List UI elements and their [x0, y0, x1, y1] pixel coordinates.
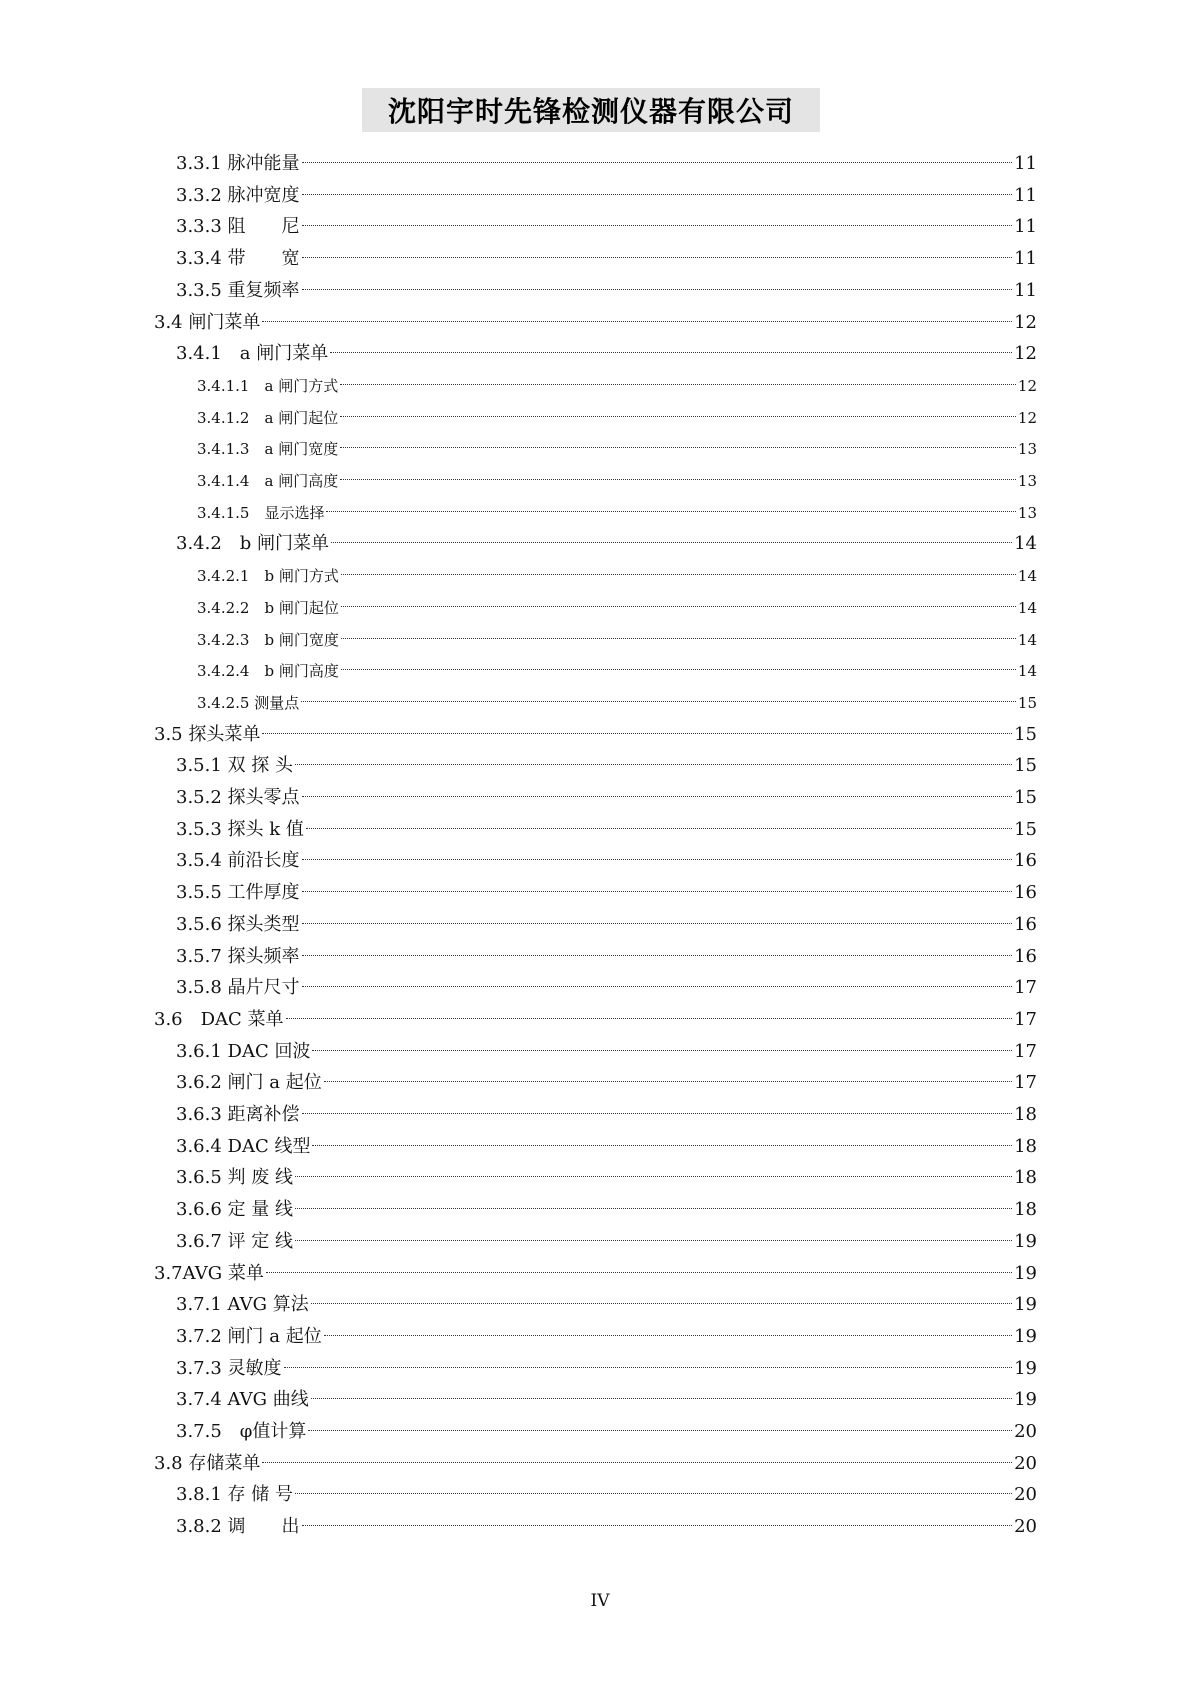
toc-dot-leader	[302, 955, 1013, 956]
toc-entry[interactable]	[176, 1067, 1037, 1099]
toc-entry-title: 3.8.2 调 出	[176, 1516, 300, 1538]
toc-entry[interactable]	[176, 1131, 1037, 1163]
toc-entry-page: 13	[1017, 472, 1037, 490]
toc-entry-page: 14	[1014, 533, 1037, 555]
toc-dot-leader	[302, 257, 1013, 258]
toc-entry-title: 3.4.2.5 测量点	[197, 693, 300, 712]
toc-entry-page: 19	[1014, 1230, 1037, 1252]
toc-entry[interactable]	[176, 180, 1037, 212]
toc-dot-leader	[306, 828, 1012, 829]
toc-dot-leader	[295, 1176, 1012, 1177]
toc-dot-leader	[330, 352, 1012, 353]
toc-entry-page: 17	[1014, 1072, 1037, 1094]
toc-entry[interactable]	[197, 433, 1037, 465]
toc-entry[interactable]	[154, 307, 1037, 339]
toc-entry-page: 14	[1017, 598, 1037, 617]
toc-entry-page: 11	[1014, 279, 1037, 301]
toc-entry-title: 3.4.2.2 b 闸门起位	[197, 598, 339, 617]
toc-entry-page: 19	[1014, 1262, 1037, 1284]
toc-entry-page: 13	[1017, 503, 1037, 522]
toc-dot-leader	[341, 669, 1016, 670]
toc-dot-leader	[302, 891, 1013, 892]
toc-entry[interactable]	[154, 1258, 1037, 1290]
toc-entry-page: 12	[1017, 408, 1037, 427]
toc-entry[interactable]	[176, 1226, 1037, 1258]
toc-entry-title: 3.7.1 AVG 算法	[176, 1294, 309, 1316]
toc-dot-leader	[341, 574, 1016, 575]
toc-entry-title: 3.6.1 DAC 回波	[176, 1040, 311, 1062]
toc-entry-page: 14	[1017, 567, 1037, 586]
toc-entry[interactable]	[197, 560, 1037, 592]
toc-entry-page: 11	[1014, 153, 1037, 174]
toc-entry[interactable]	[176, 1416, 1037, 1448]
toc-entry-title: 3.6.3 距离补偿	[176, 1104, 300, 1125]
toc-entry-page: 16	[1014, 913, 1037, 935]
toc-dot-leader	[295, 1240, 1012, 1241]
toc-entry-page: 11	[1014, 184, 1037, 206]
toc-entry-title: 3.5.2 探头零点	[176, 787, 300, 808]
toc-entry[interactable]	[176, 211, 1037, 243]
toc-entry-title: 3.4.2 b 闸门菜单	[176, 533, 330, 555]
toc-entry-title: 3.4.1.3 a 闸门宽度	[197, 440, 339, 459]
toc-dot-leader	[262, 321, 1012, 322]
toc-entry-page: 14	[1017, 662, 1037, 681]
toc-entry-page: 20	[1014, 1452, 1037, 1474]
company-name: 沈阳宇时先锋检测仪器有限公司	[387, 95, 794, 128]
toc-entry-title: 3.7AVG 菜单	[154, 1262, 264, 1284]
toc-dot-leader	[308, 1430, 1012, 1431]
toc-entry-page: 17	[1014, 1008, 1037, 1030]
toc-dot-leader	[302, 194, 1013, 195]
toc-entry-page: 18	[1014, 1167, 1037, 1189]
toc-dot-leader	[341, 638, 1016, 639]
toc-entry-page: 20	[1014, 1421, 1037, 1442]
toc-entry-page: 16	[1014, 850, 1037, 872]
toc-entry-title: 3.4.1.4 a 闸门高度	[197, 472, 339, 490]
toc-dot-leader	[284, 1367, 1013, 1368]
toc-entry-title: 3.6 DAC 菜单	[154, 1008, 284, 1030]
toc-entry-title: 3.5.5 工件厚度	[176, 882, 300, 904]
toc-dot-leader	[302, 986, 1013, 987]
toc-entry[interactable]	[176, 243, 1037, 275]
toc-entry-title: 3.4.2.1 b 闸门方式	[197, 567, 339, 586]
toc-dot-leader	[324, 1335, 1012, 1336]
toc-entry-title: 3.7.3 灵敏度	[176, 1357, 282, 1379]
toc-entry-title: 3.5.7 探头频率	[176, 945, 300, 967]
toc-entry-page: 18	[1014, 1199, 1037, 1221]
toc-entry[interactable]	[197, 402, 1037, 434]
toc-dot-leader	[311, 1303, 1012, 1304]
toc-entry[interactable]	[176, 1289, 1037, 1321]
toc-entry-page: 16	[1014, 882, 1037, 904]
toc-dot-leader	[302, 796, 1013, 797]
toc-dot-leader	[326, 511, 1015, 512]
toc-dot-leader	[286, 1018, 1013, 1019]
toc-entry-title: 3.3.2 脉冲宽度	[176, 184, 300, 206]
toc-entry[interactable]	[176, 972, 1037, 1004]
toc-entry-title: 3.4 闸门菜单	[154, 311, 261, 333]
toc-entry[interactable]	[176, 877, 1037, 909]
toc-entry-page: 15	[1017, 693, 1037, 712]
toc-dot-leader	[340, 447, 1016, 448]
toc-entry-title: 3.7.5 φ值计算	[176, 1421, 307, 1442]
toc-entry-page: 16	[1014, 945, 1037, 967]
toc-entry[interactable]	[197, 592, 1037, 624]
toc-entry[interactable]	[197, 497, 1037, 529]
toc-entry[interactable]	[176, 1036, 1037, 1068]
toc-entry-title: 3.3.5 重复频率	[176, 279, 300, 301]
toc-entry-page: 11	[1014, 248, 1037, 270]
toc-entry-page: 15	[1014, 818, 1037, 840]
toc-entry[interactable]	[176, 909, 1037, 941]
toc-dot-leader	[302, 859, 1013, 860]
toc-entry-title: 3.5 探头菜单	[154, 723, 261, 745]
toc-dot-leader	[295, 1208, 1012, 1209]
toc-entry-page: 11	[1014, 216, 1037, 238]
toc-entry[interactable]	[176, 782, 1037, 814]
toc-entry[interactable]	[197, 465, 1037, 497]
toc-entry[interactable]	[154, 1004, 1037, 1036]
toc-dot-leader	[324, 1081, 1012, 1082]
toc-entry[interactable]	[176, 1162, 1037, 1194]
toc-entry[interactable]	[176, 528, 1037, 560]
toc-entry-title: 3.4.2.4 b 闸门高度	[197, 662, 339, 681]
toc-entry[interactable]	[176, 1099, 1037, 1131]
page-number: IV	[590, 1591, 610, 1611]
toc-dot-leader	[340, 416, 1016, 417]
toc-entry-page: 19	[1014, 1294, 1037, 1316]
toc-entry-page: 17	[1014, 1040, 1037, 1062]
toc-entry-title: 3.4.1.1 a 闸门方式	[197, 376, 339, 395]
toc-entry-title: 3.6.6 定 量 线	[176, 1199, 293, 1221]
toc-dot-leader	[312, 1145, 1012, 1146]
toc-entry-title: 3.5.1 双 探 头	[176, 755, 293, 777]
toc-entry-page: 18	[1014, 1135, 1037, 1157]
toc-entry-title: 3.6.5 判 废 线	[176, 1167, 293, 1189]
toc-entry-title: 3.6.7 评 定 线	[176, 1230, 293, 1252]
toc-dot-leader	[312, 1050, 1012, 1051]
toc-entry[interactable]	[197, 655, 1037, 687]
toc-entry-title: 3.4.1 a 闸门菜单	[176, 343, 329, 365]
toc-entry[interactable]	[176, 1321, 1037, 1353]
toc-dot-leader	[262, 1462, 1012, 1463]
toc-entry-page: 15	[1014, 755, 1037, 777]
toc-entry[interactable]	[176, 338, 1037, 370]
toc-dot-leader	[331, 542, 1012, 543]
toc-entry-page: 20	[1014, 1484, 1037, 1506]
toc-entry-title: 3.4.1.5 显示选择	[197, 503, 325, 522]
toc-entry-title: 3.6.4 DAC 线型	[176, 1135, 311, 1157]
toc-entry-page: 13	[1017, 440, 1037, 459]
toc-entry[interactable]	[176, 148, 1037, 180]
toc-entry-title: 3.3.4 带 宽	[176, 248, 300, 270]
toc-entry-page: 20	[1014, 1516, 1037, 1538]
toc-dot-leader	[295, 1493, 1012, 1494]
toc-entry-page: 17	[1014, 977, 1037, 999]
company-header	[362, 88, 820, 132]
toc-entry-page: 19	[1014, 1357, 1037, 1379]
toc-entry-page: 12	[1017, 376, 1037, 395]
toc-dot-leader	[340, 479, 1016, 480]
toc-entry[interactable]	[197, 624, 1037, 656]
toc-entry-title: 3.5.3 探头 k 值	[176, 818, 304, 840]
toc-entry-page: 14	[1017, 630, 1037, 649]
toc-entry-page: 18	[1014, 1104, 1037, 1125]
toc-entry-title: 3.7.4 AVG 曲线	[176, 1389, 309, 1411]
toc-dot-leader	[341, 606, 1016, 607]
toc-entry-title: 3.5.6 探头类型	[176, 913, 300, 935]
toc-entry[interactable]	[176, 275, 1037, 307]
toc-dot-leader	[302, 1113, 1013, 1114]
toc-dot-leader	[302, 162, 1013, 163]
toc-entry-title: 3.8.1 存 储 号	[176, 1484, 293, 1506]
toc-entry[interactable]	[176, 1479, 1037, 1511]
toc-entry-page: 19	[1014, 1325, 1037, 1347]
toc-entry-page: 15	[1014, 787, 1037, 808]
toc-dot-leader	[311, 1398, 1012, 1399]
toc-entry[interactable]	[176, 941, 1037, 973]
toc-entry-title: 3.6.2 闸门 a 起位	[176, 1072, 322, 1094]
toc-entry[interactable]	[154, 1448, 1037, 1480]
toc-entry-page: 15	[1014, 723, 1037, 745]
toc-entry[interactable]	[176, 1384, 1037, 1416]
toc-entry-title: 3.3.1 脉冲能量	[176, 153, 300, 174]
toc-dot-leader	[295, 764, 1012, 765]
toc-dot-leader	[262, 733, 1012, 734]
toc-entry[interactable]	[176, 1194, 1037, 1226]
toc-dot-leader	[302, 289, 1013, 290]
toc-dot-leader	[302, 225, 1013, 226]
toc-dot-leader	[340, 384, 1016, 385]
toc-entry-title: 3.5.4 前沿长度	[176, 850, 300, 872]
toc-entry-title: 3.5.8 晶片尺寸	[176, 977, 300, 999]
toc-dot-leader	[302, 1525, 1013, 1526]
toc-entry-page: 12	[1014, 311, 1037, 333]
toc-entry[interactable]	[176, 814, 1037, 846]
toc-entry-title: 3.4.1.2 a 闸门起位	[197, 408, 339, 427]
toc-entry-title: 3.3.3 阻 尼	[176, 216, 300, 238]
toc-entry-title: 3.4.2.3 b 闸门宽度	[197, 630, 339, 649]
toc-entry[interactable]	[176, 1353, 1037, 1385]
toc-dot-leader	[301, 701, 1016, 702]
toc-entry[interactable]	[197, 687, 1037, 719]
toc-entry-title: 3.8 存储菜单	[154, 1452, 261, 1474]
toc-entry[interactable]	[176, 1511, 1037, 1543]
toc-entry[interactable]	[176, 845, 1037, 877]
toc-entry[interactable]	[176, 750, 1037, 782]
toc-entry[interactable]	[154, 719, 1037, 751]
toc-dot-leader	[302, 923, 1013, 924]
toc-entry-page: 12	[1014, 343, 1037, 365]
toc-entry-title: 3.7.2 闸门 a 起位	[176, 1325, 322, 1347]
toc-dot-leader	[266, 1272, 1012, 1273]
toc-entry[interactable]	[197, 370, 1037, 402]
toc-entry-page: 19	[1014, 1389, 1037, 1411]
